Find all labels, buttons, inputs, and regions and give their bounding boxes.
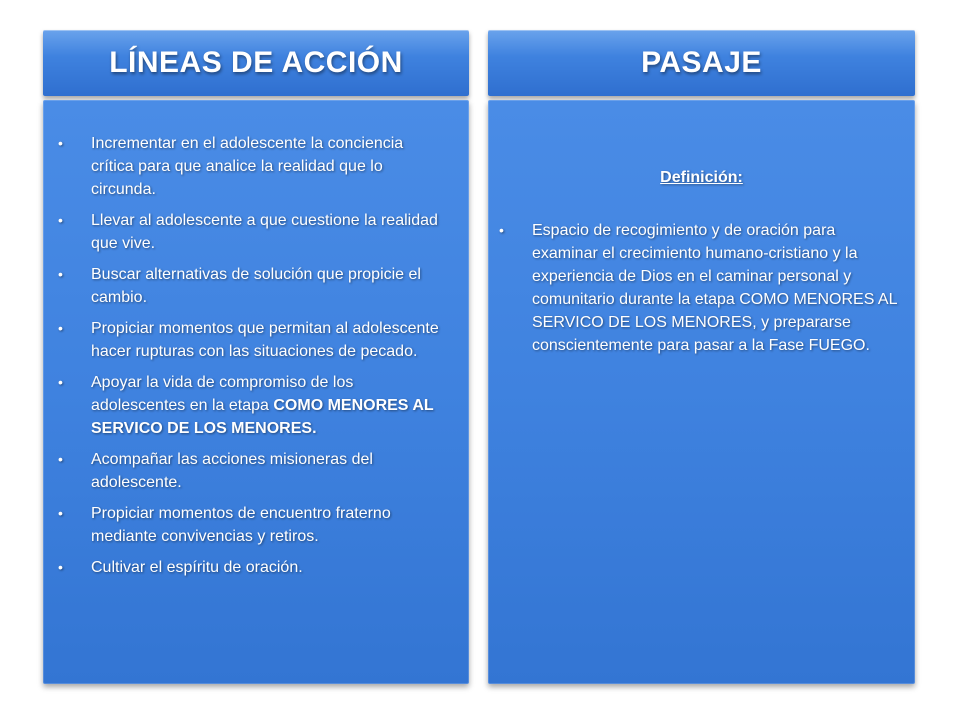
- pasaje-header: [488, 30, 915, 96]
- list-item-strong-text: COMO MENORES AL SERVICO DE LOS MENORES.: [91, 397, 434, 437]
- list-item-text: Llevar al adolescente a que cuestione la realidad que vive.: [91, 212, 438, 252]
- bullet-icon: •: [58, 559, 63, 575]
- pasaje-list: [499, 219, 901, 357]
- list-item-text: Espacio de recogimiento y de oración para examinar el crecimiento humano-cristiano y la experiencia de Dios en el caminar personal y comunitario durante la etapa COMO MENORES AL SERVICO DE LOS MENORES, y prepararse conscientemente para pasar a la Fase FUEGO.: [532, 222, 897, 354]
- definition-label: Definición:: [660, 169, 743, 186]
- list-item: [499, 219, 901, 357]
- list-item: [58, 317, 447, 363]
- list-item: [58, 132, 447, 201]
- list-item-text: Buscar alternativas de solución que propicie el cambio.: [91, 266, 421, 306]
- lineas-de-accion-title: LÍNEAS DE ACCIÓN: [109, 46, 403, 79]
- bullet-icon: •: [58, 374, 63, 390]
- bullet-icon: •: [58, 266, 63, 282]
- lineas-de-accion-header: [43, 30, 469, 96]
- bullet-icon: •: [58, 212, 63, 228]
- bullet-icon: •: [499, 222, 504, 238]
- bullet-icon: •: [58, 451, 63, 467]
- list-item-text: Propiciar momentos que permitan al adolescente hacer rupturas con las situaciones de pecado.: [91, 320, 439, 360]
- list-item-text: Apoyar la vida de compromiso de los adolescentes en la etapa: [91, 374, 354, 414]
- list-item-text: Acompañar las acciones misioneras del adolescente.: [91, 451, 373, 491]
- pasaje-title: PASAJE: [641, 46, 762, 79]
- list-item: [58, 209, 447, 255]
- list-item: [58, 371, 447, 440]
- list-item-text: Propiciar momentos de encuentro fraterno mediante convivencias y retiros.: [91, 505, 391, 545]
- lineas-de-accion-list: [58, 132, 447, 579]
- list-item: [58, 502, 447, 548]
- pasaje-panel: [488, 100, 915, 684]
- bullet-icon: •: [58, 505, 63, 521]
- list-item: [58, 263, 447, 309]
- list-item-text: Incrementar en el adolescente la conciencia crítica para que analice la realidad que lo circunda.: [91, 135, 404, 198]
- bullet-icon: •: [58, 320, 63, 336]
- list-item: [58, 556, 447, 579]
- lineas-de-accion-panel: [43, 100, 469, 684]
- list-item: [58, 448, 447, 494]
- list-item-text: Cultivar el espíritu de oración.: [91, 559, 303, 576]
- bullet-icon: •: [58, 135, 63, 151]
